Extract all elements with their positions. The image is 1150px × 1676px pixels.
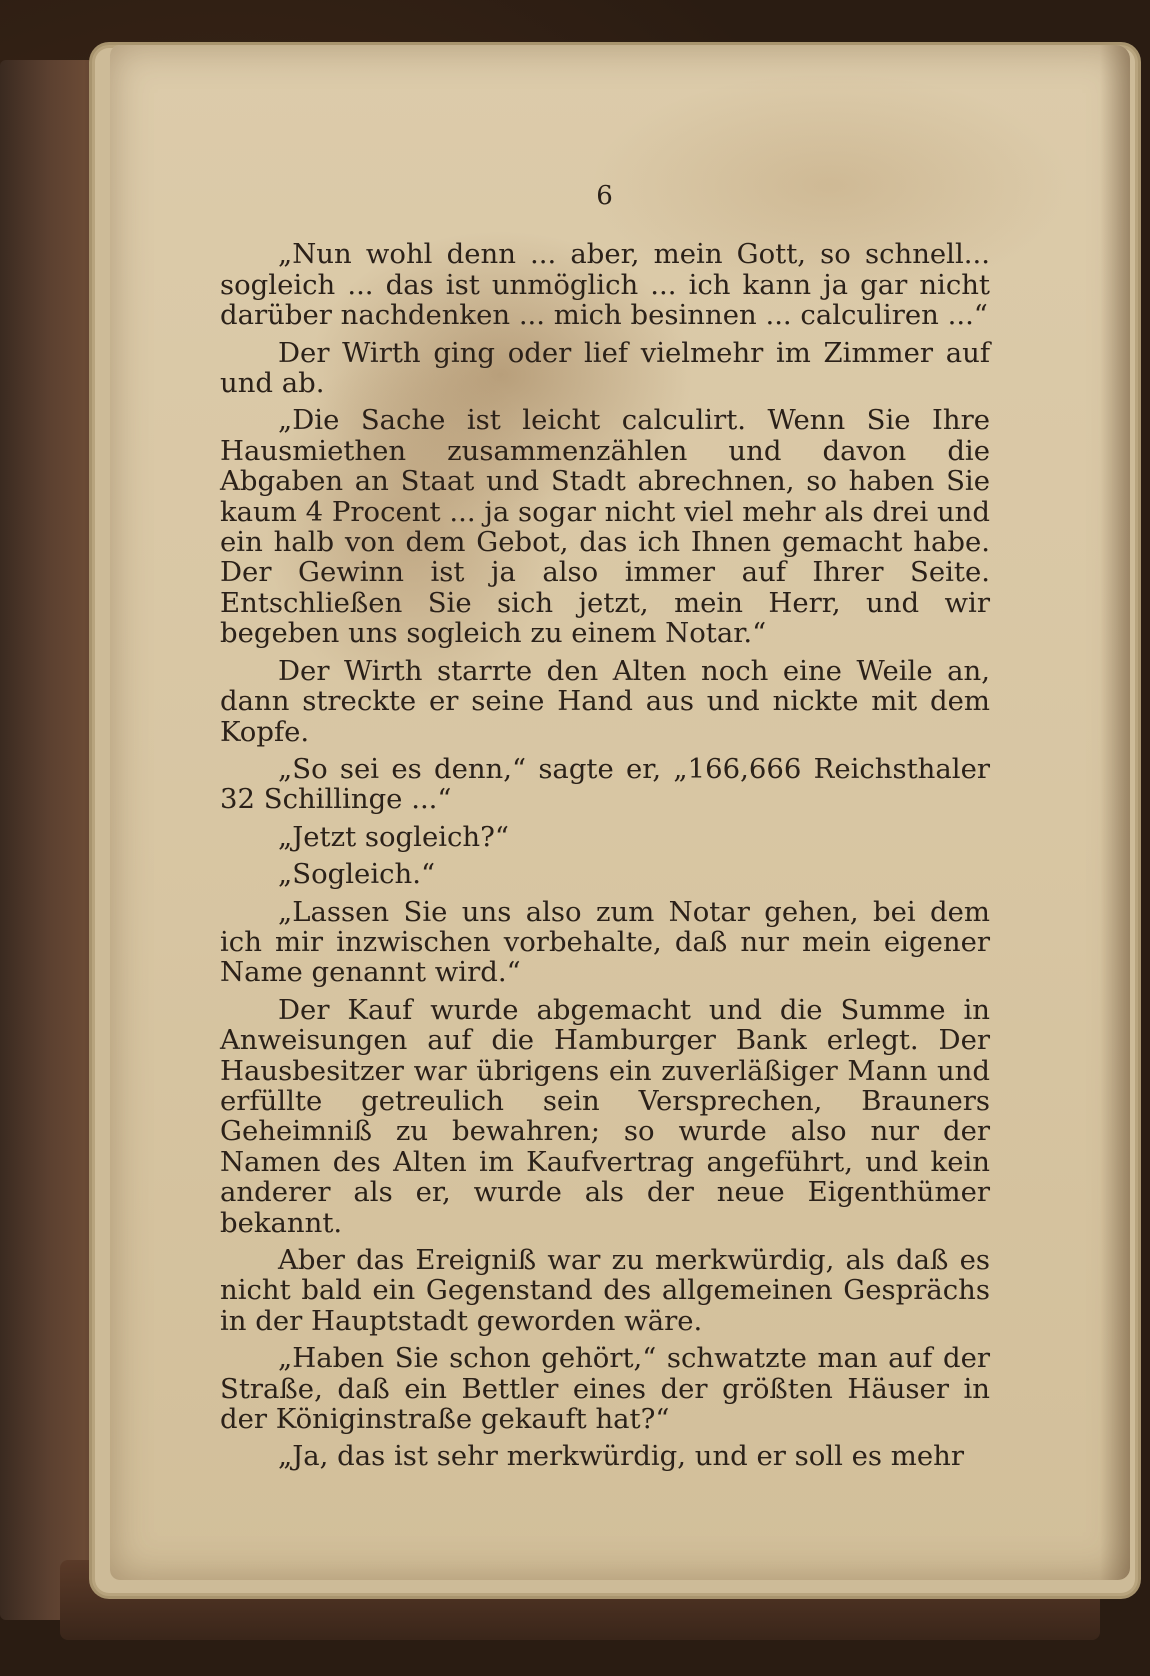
paragraph: „So sei es denn,“ sagte er, „166,666 Reichsthaler 32 Schillinge ...“ <box>220 752 990 816</box>
paragraph: „Ja, das ist sehr merkwürdig, und er soll es mehr <box>278 1440 964 1473</box>
paragraph: Der Wirth ging oder lief vielmehr im Zimmer auf und ab. <box>220 336 990 400</box>
paragraph: Der Kauf wurde abgemacht und die Summe in Anweisungen auf die Hamburger Bank erlegt. Der Hausbesitzer war übrigens ein zuverläßiger Mann und erfüllte getreulich sein Versprechen, Brauners Geheimniß zu bewahren; so wurde also nur der Namen des Alten im Kaufvertrag angeführt, und kein anderer als er, wurde als der neue Eigenthümer bekannt. <box>220 993 990 1239</box>
page-text <box>220 65 990 1472</box>
paragraph: „Die Sache ist leicht calculirt. Wenn Sie Ihre Hausmiethen zusammenzählen und davon die Abgaben an Staat und Stadt abrechnen, so haben Sie kaum 4 Procent ... ja sogar nicht viel mehr als drei und ein halb von dem Gebot, das ich Ihnen gemacht habe. Der Gewinn ist ja also immer auf Ihrer Seite. Entschließen Sie sich jetzt, mein Herr, und wir begeben uns sogleich zu einem Notar.“ <box>220 404 990 650</box>
book-page <box>110 45 1130 1580</box>
page-gutter-shadow <box>1100 45 1130 1580</box>
paragraph: „Haben Sie schon gehört,“ schwatzte man auf der Straße, daß ein Bettler eines der größten Häuser in der Königinstraße gekauft hat?“ <box>220 1342 990 1436</box>
page-number: 6 <box>596 181 614 211</box>
paragraph: Aber das Ereigniß war zu merkwürdig, als daß es nicht bald ein Gegenstand des allgemeinen Gesprächs in der Hauptstadt geworden wäre. <box>220 1244 990 1337</box>
paragraph: „Nun wohl denn ... aber, mein Gott, so schnell... sogleich ... das ist unmöglich ... ich kann ja gar nicht darüber nachdenken ... mich besinnen ... calculiren ...“ <box>220 238 990 332</box>
paragraph: Der Wirth starrte den Alten noch eine Weile an, dann streckte er seine Hand aus und nickte mit dem Kopfe. <box>220 654 990 748</box>
paragraph: „Jetzt sogleich?“ <box>278 820 509 853</box>
paragraph: „Sogleich.“ <box>278 858 436 891</box>
paragraph: „Lassen Sie uns also zum Notar gehen, bei dem ich mir inzwischen vorbehalte, daß nur mein eigener Name genannt wird.“ <box>220 895 990 989</box>
